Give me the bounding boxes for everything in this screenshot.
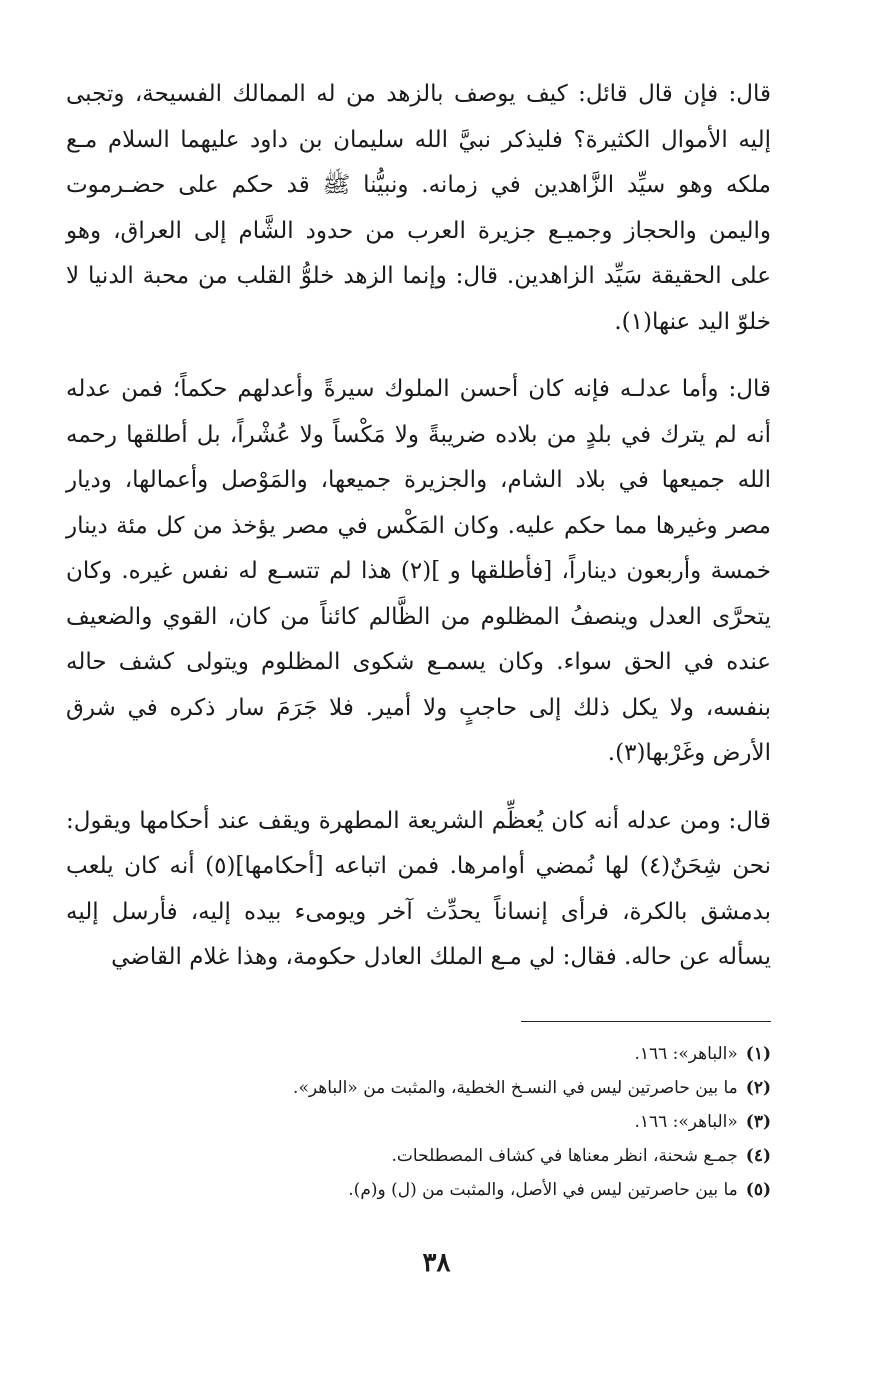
- footnote-number: (٤): [745, 1146, 771, 1166]
- body-paragraph-2: قال: وأما عدلـه فإنه كان أحسن الملوك سيرةً وأعدلهم حكماً؛ فمن عدله أنه لم يترك في بلدٍ من بلاده ضريبةً ولا مَكْساً ولا عُشْراً، بل أطلقها رحمه الله جميعها في بلاد الشام، والجزيرة جميعها، والمَوْصل وأعمالها، وديار مصر وغيرها مما حكم عليه. وكان المَكْس في مصر يؤخذ من كل مئة دينار خمسة وأربعون ديناراً، [فأطلقها و ](٢) هذا لم تتسـع له نفس غيره. وكان يتحرَّى العدل وينصفُ المظلوم من الظَّالم كائناً من كان، القوي والضعيف عنده في الحق سواء. وكان يسمـع شكوى المظلوم ويتولى كشف حاله بنفسه، ولا يكل ذلك إلى حاجبٍ ولا أمير. فلا جَرَمَ سار ذكره في شرق الأرض وغَرْبها(٣).: [66, 376, 771, 766]
- footnote-2: [66, 1071, 771, 1105]
- footnote-divider: [521, 1021, 771, 1022]
- footnote-text: «الباهر»: ١٦٦.: [634, 1112, 738, 1132]
- page-number: ٣٨: [422, 1248, 451, 1278]
- footnote-text: ما بين حاصرتين ليس في النسـخ الخطية، والمثبت من «الباهر».: [293, 1078, 738, 1098]
- footnote-number: (١): [745, 1044, 771, 1064]
- footnote-number: (٣): [745, 1112, 771, 1132]
- footnote-5: [66, 1173, 771, 1207]
- body-paragraph-3: قال: ومن عدله أنه كان يُعظِّم الشريعة المطهرة ويقف عند أحكامها ويقول: نحن شِحَنٌ(٤) لها نُمضي أوامرها. فمن اتباعه [أحكامها](٥) أنه كان يلعب بدمشق بالكرة، فرأى إنساناً يحدِّث آخر ويومىء بيده إليه، فأرسل إليه يسأله عن حاله. فقال: لي مـع الملك العادل حكومة، وهذا غلام القاضي: [66, 807, 772, 970]
- footnote-number: (٥): [745, 1180, 771, 1200]
- footnote-number: (٢): [745, 1078, 771, 1098]
- footnote-text: جمـع شحنة، انظر معناها في كشاف المصطلحات.: [391, 1146, 738, 1166]
- footnote-text: «الباهر»: ١٦٦.: [634, 1044, 738, 1064]
- footnotes-list: [66, 1037, 771, 1207]
- footnote-1: [66, 1037, 771, 1071]
- footnote-3: [66, 1105, 771, 1139]
- footnote-text: ما بين حاصرتين ليس في الأصل، والمثبت من (ل) و(م).: [348, 1180, 738, 1200]
- footnote-4: [66, 1139, 771, 1173]
- body-paragraph-1: قال: فإن قال قائل: كيف يوصف بالزهد من له الممالك الفسيحة، وتجبى إليه الأموال الكثيرة؟ فليذكر نبيَّ الله سليمان بن داود عليهما السلام مـع ملكه وهو سيِّد الزَّاهدين في زمانه. ونبيُّنا ﷺ قد حكم على حضـرموت واليمن والحجاز وجميـع جزيرة العرب من حدود الشَّام إلى العراق، وهو على الحقيقة سَيِّد الزاهدين. قال: وإنما الزهد خلوُّ القلب من محبة الدنيا لا خلوّ اليد عنها(١).: [66, 81, 771, 335]
